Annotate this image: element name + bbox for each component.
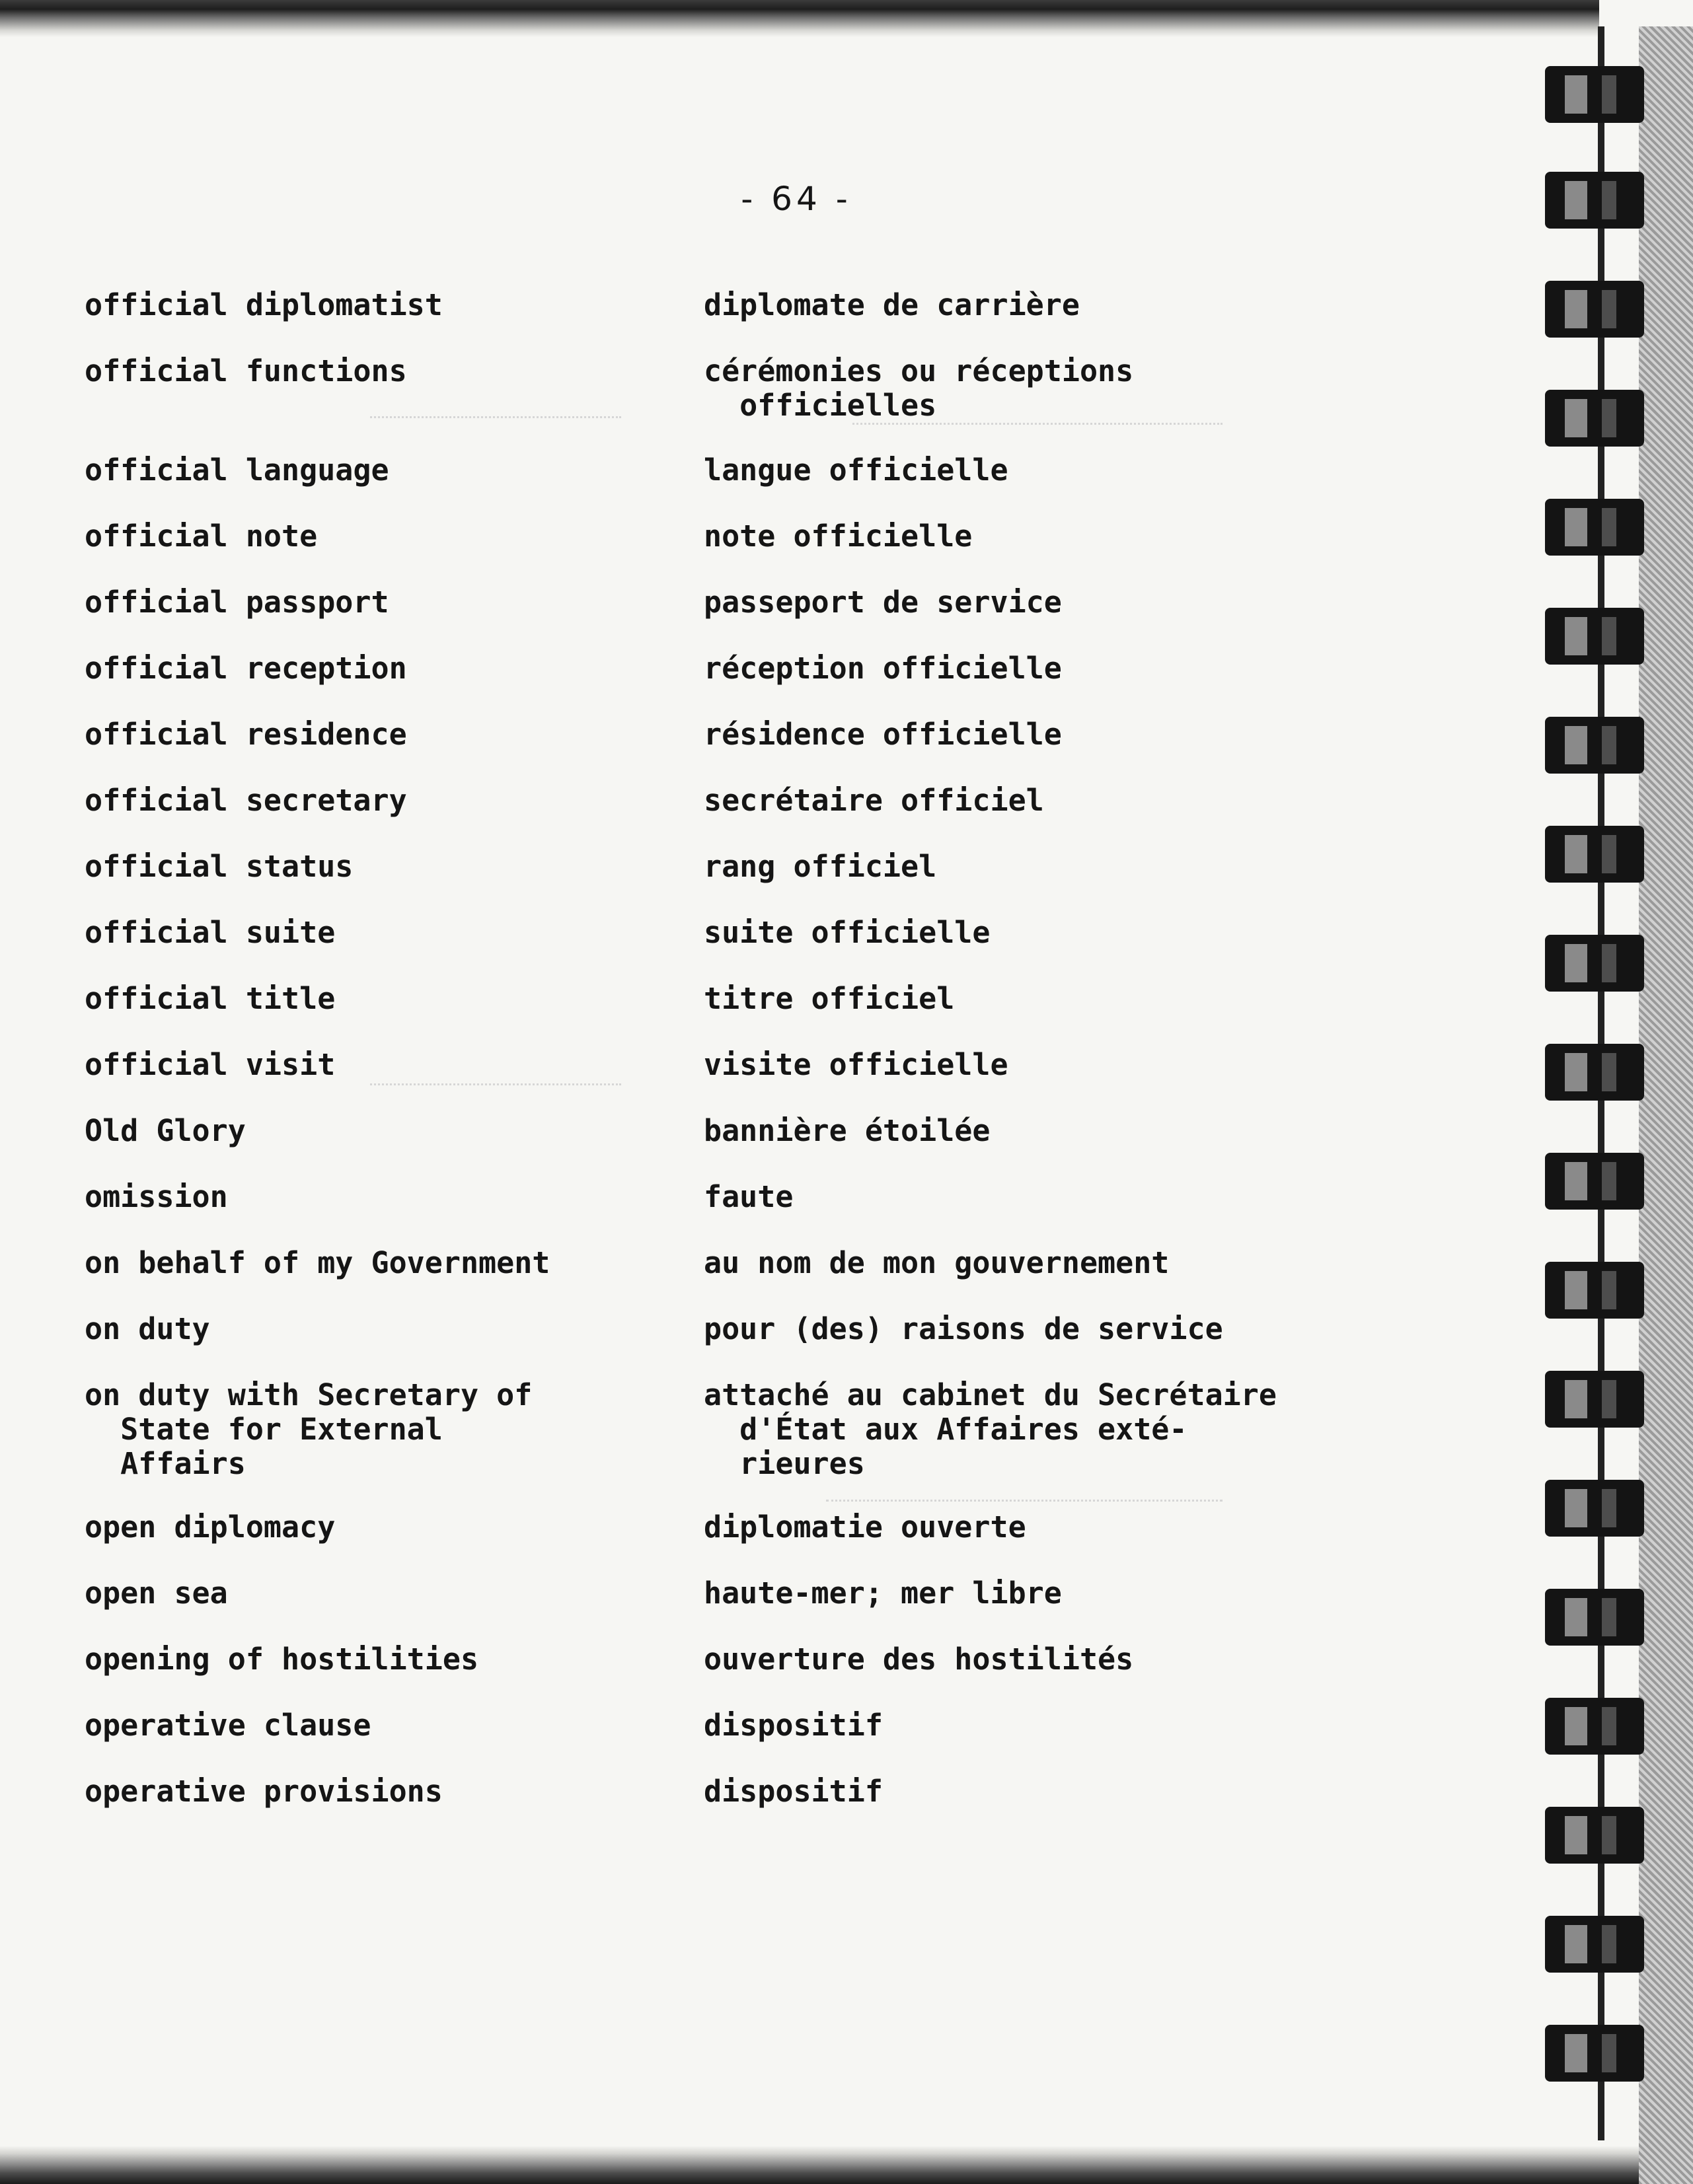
french-translation: attaché au cabinet du Secrétaire d'État aux Affaires exté- rieures bbox=[704, 1377, 1277, 1481]
english-term: official status bbox=[85, 849, 354, 884]
binding-ring bbox=[1545, 1916, 1644, 1973]
french-translation: au nom de mon gouvernement bbox=[704, 1245, 1170, 1280]
binding-ring bbox=[1545, 1371, 1644, 1428]
french-translation: pour (des) raisons de service bbox=[704, 1311, 1223, 1346]
english-term: official diplomatist bbox=[85, 287, 443, 322]
english-term: official functions bbox=[85, 353, 407, 388]
french-translation: suite officielle bbox=[704, 915, 991, 950]
french-translation: dispositif bbox=[704, 1708, 883, 1743]
english-term: on behalf of my Government bbox=[85, 1245, 550, 1280]
english-term: open diplomacy bbox=[85, 1510, 336, 1545]
binding-ring bbox=[1545, 1262, 1644, 1319]
english-term: Old Glory bbox=[85, 1113, 246, 1148]
binding-ring bbox=[1545, 281, 1644, 338]
english-term: on duty bbox=[85, 1311, 210, 1346]
english-term: official suite bbox=[85, 915, 336, 950]
english-term: official passport bbox=[85, 585, 389, 620]
french-translation: passeport de service bbox=[704, 585, 1062, 620]
french-translation: visite officielle bbox=[704, 1047, 1008, 1082]
binding-ring bbox=[1545, 2025, 1644, 2082]
french-translation: secrétaire officiel bbox=[704, 783, 1044, 818]
french-translation: ouverture des hostilités bbox=[704, 1642, 1134, 1677]
french-translation: note officielle bbox=[704, 519, 973, 554]
english-term: official residence bbox=[85, 717, 407, 752]
binding-ring bbox=[1545, 1807, 1644, 1864]
binding-ring bbox=[1545, 1044, 1644, 1101]
english-term: official visit bbox=[85, 1047, 336, 1082]
binding-ring bbox=[1545, 66, 1644, 123]
french-translation: bannière étoilée bbox=[704, 1113, 991, 1148]
french-translation: faute bbox=[704, 1179, 794, 1214]
french-translation: titre officiel bbox=[704, 981, 955, 1016]
binding-ring bbox=[1545, 1589, 1644, 1646]
french-translation: haute-mer; mer libre bbox=[704, 1576, 1062, 1611]
binding-strip bbox=[1639, 26, 1693, 2184]
english-term: official secretary bbox=[85, 783, 407, 818]
binding-ring bbox=[1545, 1480, 1644, 1537]
scan-bottom-edge bbox=[0, 2146, 1693, 2184]
english-term: official note bbox=[85, 519, 318, 554]
binding-ring bbox=[1545, 608, 1644, 665]
french-translation: résidence officielle bbox=[704, 717, 1062, 752]
binding-ring bbox=[1545, 499, 1644, 556]
english-term: on duty with Secretary of State for External Affairs bbox=[85, 1377, 533, 1481]
binding-ring bbox=[1545, 390, 1644, 447]
binding-ring bbox=[1545, 717, 1644, 774]
french-translation: cérémonies ou réceptions officielles bbox=[704, 353, 1134, 423]
french-translation: diplomatie ouverte bbox=[704, 1510, 1026, 1545]
french-translation: dispositif bbox=[704, 1774, 883, 1809]
binding-ring bbox=[1545, 172, 1644, 229]
english-term: open sea bbox=[85, 1576, 228, 1611]
english-term: operative clause bbox=[85, 1708, 371, 1743]
french-translation: diplomate de carrière bbox=[704, 287, 1080, 322]
english-term: official title bbox=[85, 981, 336, 1016]
french-translation: langue officielle bbox=[704, 453, 1008, 488]
english-term: operative provisions bbox=[85, 1774, 443, 1809]
english-term: opening of hostilities bbox=[85, 1642, 479, 1677]
english-term: official reception bbox=[85, 651, 407, 686]
page-number: - 64 - bbox=[741, 180, 852, 218]
french-translation: rang officiel bbox=[704, 849, 937, 884]
binding-ring bbox=[1545, 1153, 1644, 1210]
binding-ring bbox=[1545, 826, 1644, 883]
binding-ring bbox=[1545, 935, 1644, 992]
french-translation: réception officielle bbox=[704, 651, 1062, 686]
binding-ring bbox=[1545, 1698, 1644, 1755]
english-term: official language bbox=[85, 453, 389, 488]
spiral-binding bbox=[1532, 26, 1693, 2184]
english-term: omission bbox=[85, 1179, 228, 1214]
